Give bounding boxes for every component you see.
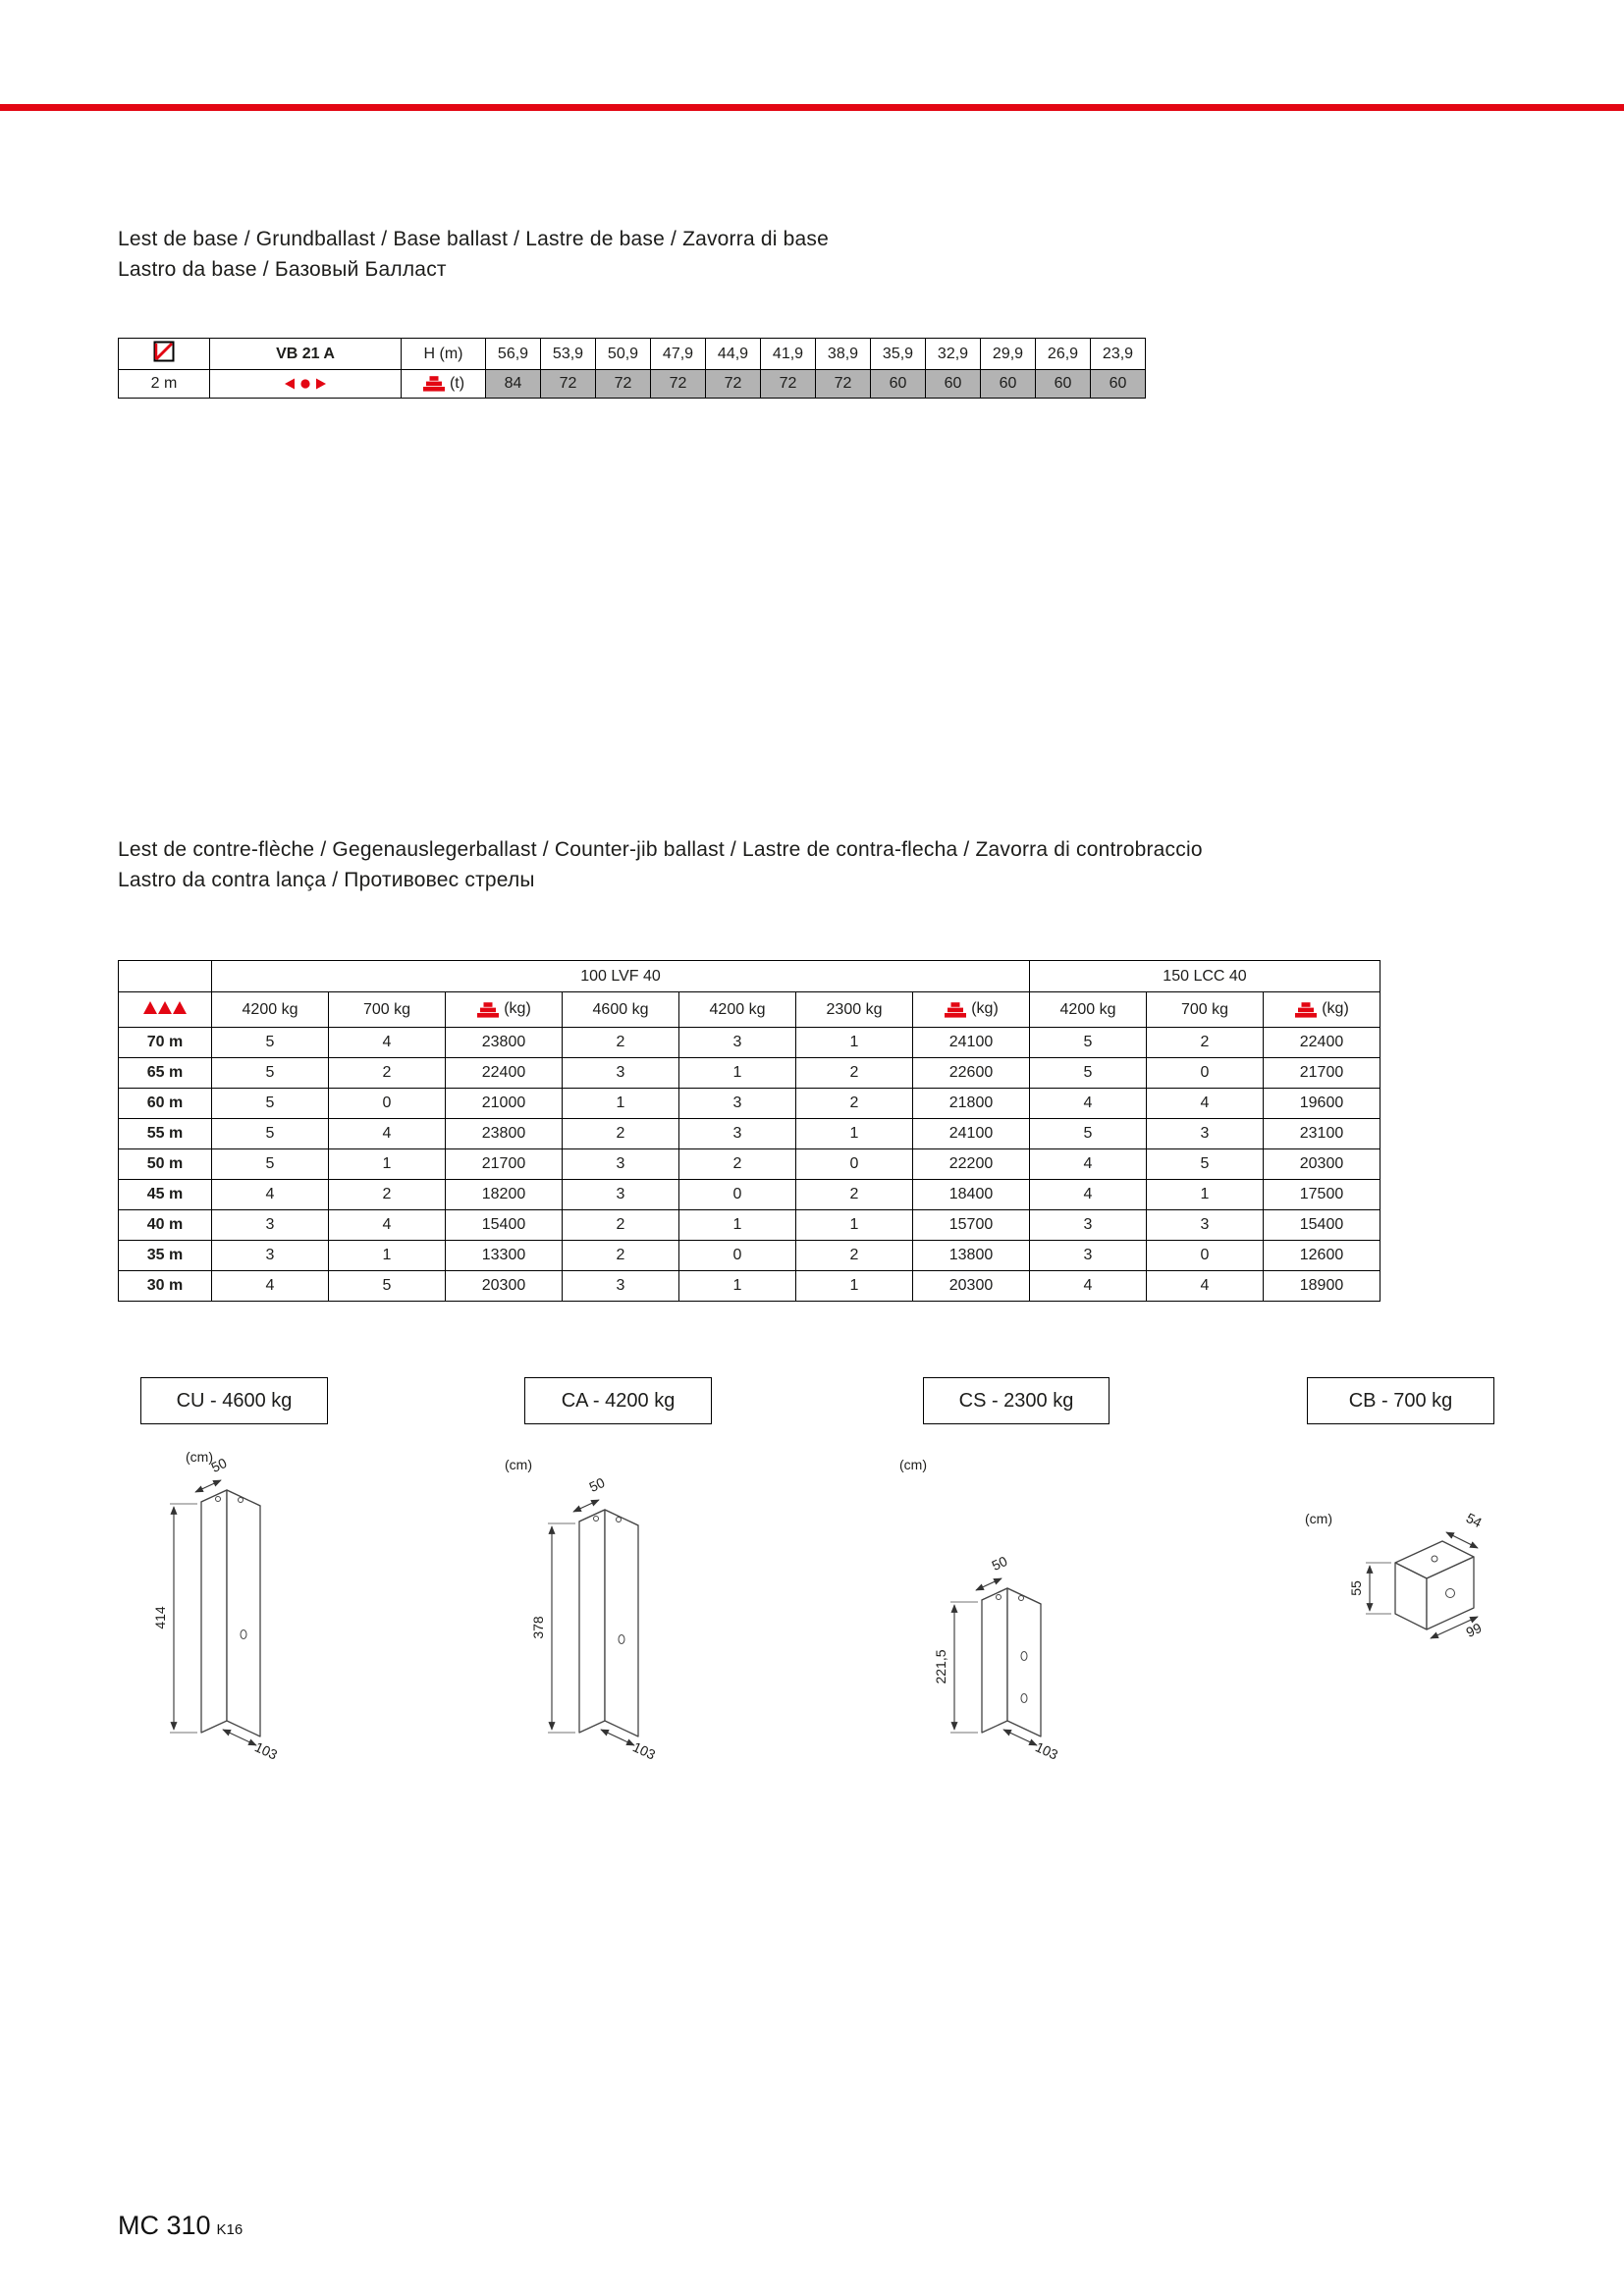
- cu-label-text: CU - 4600 kg: [176, 1389, 293, 1412]
- cell: 3: [1147, 1210, 1264, 1241]
- jib-length-label: 45 m: [119, 1180, 212, 1210]
- cell: 21000: [446, 1089, 563, 1119]
- cell: 1: [796, 1028, 913, 1058]
- table-row: [119, 961, 1380, 992]
- handling-hole: [1446, 1589, 1455, 1598]
- jib-length-label: 60 m: [119, 1089, 212, 1119]
- ballast-block: [1295, 1013, 1317, 1018]
- cell: 12600: [1264, 1241, 1380, 1271]
- cell: 72: [816, 370, 871, 399]
- cm-unit-label: (cm): [186, 1449, 213, 1465]
- cell: 15400: [446, 1210, 563, 1241]
- cell: 1: [796, 1210, 913, 1241]
- ballast-block: [426, 382, 442, 387]
- column-header: 700 kg: [1147, 992, 1264, 1028]
- cu-ballast-diagram: [83, 1428, 378, 1782]
- cb-ballast-label: [1307, 1377, 1494, 1424]
- cell: 3: [1147, 1119, 1264, 1149]
- base-ballast-table: [118, 338, 1146, 399]
- height-dim: 378: [530, 1616, 546, 1639]
- cell: 20300: [1264, 1149, 1380, 1180]
- jib-length-label: 35 m: [119, 1241, 212, 1271]
- column-header-kg: [446, 992, 563, 1028]
- mast-icon-cell: [119, 339, 210, 370]
- cell: 1: [679, 1271, 796, 1302]
- cell: 23,9: [1091, 339, 1146, 370]
- ca-label-text: CA - 4200 kg: [561, 1389, 676, 1412]
- handling-hole: [1021, 1652, 1027, 1661]
- cell: 18400: [913, 1180, 1030, 1210]
- cell: 2: [796, 1180, 913, 1210]
- ballast-block: [1298, 1007, 1314, 1012]
- cell: 0: [679, 1180, 796, 1210]
- handling-hole: [241, 1630, 246, 1639]
- cell: 4: [1030, 1271, 1147, 1302]
- column-header: 4200 kg: [1030, 992, 1147, 1028]
- cell: 15700: [913, 1210, 1030, 1241]
- cell: 3: [212, 1241, 329, 1271]
- height-dim: 221,5: [933, 1649, 948, 1684]
- cell: 17500: [1264, 1180, 1380, 1210]
- cell: 1: [679, 1210, 796, 1241]
- cell: 4: [1147, 1089, 1264, 1119]
- mast-icon: [151, 339, 177, 364]
- height-dim: 55: [1348, 1580, 1364, 1596]
- trolley-icon-cell: [210, 370, 402, 399]
- cell: 5: [212, 1028, 329, 1058]
- left-arrow: [285, 378, 295, 389]
- cell: 1: [796, 1271, 913, 1302]
- column-header: 4200 kg: [679, 992, 796, 1028]
- cell: 19600: [1264, 1089, 1380, 1119]
- cell: 3: [563, 1180, 679, 1210]
- jib-length-label: 30 m: [119, 1271, 212, 1302]
- cell: 3: [679, 1028, 796, 1058]
- cell: 21800: [913, 1089, 1030, 1119]
- cell: 2: [563, 1210, 679, 1241]
- ballast-unit-cell: [402, 370, 486, 399]
- cell: 1: [1147, 1180, 1264, 1210]
- cell: 5: [1147, 1149, 1264, 1180]
- width-dim: 50: [208, 1454, 230, 1476]
- cb-ballast-diagram: [1262, 1433, 1576, 1728]
- cell: 23100: [1264, 1119, 1380, 1149]
- ballast-unit-label: (t): [449, 374, 465, 392]
- cell: 2: [563, 1028, 679, 1058]
- mast-model: VB 21 A: [210, 339, 402, 370]
- page-footer: [118, 2211, 243, 2241]
- cell: 24100: [913, 1119, 1030, 1149]
- slab-side-face: [605, 1510, 638, 1736]
- slab-front-face: [982, 1588, 1007, 1733]
- depth-dim: 99: [1463, 1619, 1485, 1641]
- table-row: [119, 339, 1146, 370]
- width-dim: 50: [586, 1473, 608, 1496]
- handling-hole: [619, 1635, 624, 1644]
- counter-jib-title-line1: Lest de contre-flèche / Gegenauslegerballast / Counter-jib ballast / Lastre de contra-flecha / Zavorra di controbraccio: [118, 838, 1203, 861]
- jib-truss-triangle: [173, 1001, 187, 1014]
- cell: 5: [212, 1058, 329, 1089]
- table-row: [119, 1058, 1380, 1089]
- kg-unit-label: (kg): [971, 1000, 999, 1018]
- cell: 1: [329, 1241, 446, 1271]
- group2-header: 150 LCC 40: [1030, 961, 1380, 992]
- cell: 60: [981, 370, 1036, 399]
- cell: 5: [1030, 1028, 1147, 1058]
- cell: 32,9: [926, 339, 981, 370]
- cell: 5: [212, 1089, 329, 1119]
- counter-jib-ballast-table: [118, 960, 1380, 1302]
- cm-unit-label: (cm): [1305, 1511, 1332, 1526]
- cell: 60: [926, 370, 981, 399]
- cell: 72: [541, 370, 596, 399]
- cell: 60: [1091, 370, 1146, 399]
- cell: 5: [212, 1149, 329, 1180]
- cell: 4: [1030, 1089, 1147, 1119]
- right-arrow: [316, 378, 326, 389]
- cell: 1: [329, 1149, 446, 1180]
- cell: 22400: [1264, 1028, 1380, 1058]
- ballast-block: [1302, 1002, 1311, 1007]
- cm-unit-label: (cm): [505, 1457, 532, 1472]
- jib-length-label: 55 m: [119, 1119, 212, 1149]
- cell: 72: [651, 370, 706, 399]
- cell: 18900: [1264, 1271, 1380, 1302]
- jib-length-label: 50 m: [119, 1149, 212, 1180]
- ballast-block: [480, 1007, 496, 1012]
- column-header: 700 kg: [329, 992, 446, 1028]
- ballast-icon: [944, 1001, 967, 1018]
- slab-side-face: [227, 1490, 260, 1736]
- cell: 72: [596, 370, 651, 399]
- cell: 4: [329, 1210, 446, 1241]
- cell: 3: [563, 1271, 679, 1302]
- trolley-dot: [300, 379, 309, 388]
- cell: 2: [679, 1149, 796, 1180]
- cell: 72: [761, 370, 816, 399]
- cell: 22200: [913, 1149, 1030, 1180]
- cell: 0: [679, 1241, 796, 1271]
- ballast-block: [945, 1013, 966, 1018]
- table-row: [119, 1241, 1380, 1271]
- ballast-block: [947, 1007, 963, 1012]
- slab-front-face: [579, 1510, 605, 1733]
- trolley-icon: [283, 377, 328, 391]
- cell: 1: [796, 1119, 913, 1149]
- cell: 15400: [1264, 1210, 1380, 1241]
- cell: 0: [1147, 1241, 1264, 1271]
- ballast-icon: [422, 375, 446, 392]
- cell: 0: [1147, 1058, 1264, 1089]
- cell: 23800: [446, 1028, 563, 1058]
- group1-header: 100 LVF 40: [212, 961, 1030, 992]
- model-name: MC 310: [118, 2211, 211, 2240]
- cell: 4: [329, 1028, 446, 1058]
- cell: 1: [679, 1058, 796, 1089]
- ballast-block: [951, 1002, 960, 1007]
- dimension-line: [573, 1500, 599, 1512]
- ballast-icon: [476, 1001, 500, 1018]
- lifting-hole: [594, 1517, 599, 1522]
- cell: 56,9: [486, 339, 541, 370]
- lifting-hole: [997, 1595, 1001, 1600]
- depth-dim: 103: [1033, 1738, 1061, 1763]
- ballast-block: [423, 387, 445, 392]
- table-row: [119, 1271, 1380, 1302]
- cell: 3: [679, 1119, 796, 1149]
- base-ballast-title-line1: Lest de base / Grundballast / Base ballast / Lastre de base / Zavorra di base: [118, 228, 829, 250]
- table-row: [119, 992, 1380, 1028]
- cell: 3: [1030, 1241, 1147, 1271]
- cell: 3: [563, 1149, 679, 1180]
- cell: 44,9: [706, 339, 761, 370]
- ballast-icon: [1294, 1001, 1318, 1018]
- dimension-line: [195, 1480, 221, 1492]
- table-row: [119, 1028, 1380, 1058]
- cell: 4: [212, 1180, 329, 1210]
- height-row-label: H (m): [402, 339, 486, 370]
- dimension-line: [976, 1578, 1001, 1590]
- cell: 22400: [446, 1058, 563, 1089]
- cell: 5: [329, 1271, 446, 1302]
- top-red-rule: [0, 104, 1624, 111]
- cell: 2: [1147, 1028, 1264, 1058]
- cell: 3: [1030, 1210, 1147, 1241]
- cell: 60: [1036, 370, 1091, 399]
- width-dim: 50: [989, 1552, 1010, 1575]
- cell: 5: [212, 1119, 329, 1149]
- kg-unit-label: (kg): [504, 1000, 531, 1018]
- lifting-hole: [617, 1518, 622, 1522]
- lifting-hole: [239, 1498, 244, 1503]
- cb-label-text: CB - 700 kg: [1348, 1389, 1453, 1412]
- cell: 2: [563, 1241, 679, 1271]
- height-dim: 414: [152, 1606, 168, 1629]
- cell: 3: [212, 1210, 329, 1241]
- cell: 20300: [913, 1271, 1030, 1302]
- cell: 18200: [446, 1180, 563, 1210]
- jib-truss-triangle: [158, 1001, 172, 1014]
- kg-unit-label: (kg): [1322, 1000, 1349, 1018]
- column-header: 4200 kg: [212, 992, 329, 1028]
- cell: 4: [329, 1119, 446, 1149]
- cs-ballast-diagram: [864, 1428, 1159, 1782]
- cell: 72: [706, 370, 761, 399]
- table-row: [119, 370, 1146, 399]
- lifting-hole: [216, 1497, 221, 1502]
- cell: 0: [796, 1149, 913, 1180]
- cell: 2: [563, 1119, 679, 1149]
- cell: 2: [796, 1058, 913, 1089]
- cell: 0: [329, 1089, 446, 1119]
- cell: 2: [329, 1058, 446, 1089]
- mast-brace: [156, 344, 172, 359]
- column-header: 2300 kg: [796, 992, 913, 1028]
- jib-length-label: 40 m: [119, 1210, 212, 1241]
- column-header-kg: [913, 992, 1030, 1028]
- jib-icon: [141, 999, 189, 1015]
- cell: 5: [1030, 1119, 1147, 1149]
- cell: 13300: [446, 1241, 563, 1271]
- cell: 41,9: [761, 339, 816, 370]
- cell: 21700: [1264, 1058, 1380, 1089]
- table-row: [119, 1149, 1380, 1180]
- cell: 4: [1030, 1149, 1147, 1180]
- cell: 3: [679, 1089, 796, 1119]
- column-header: 4600 kg: [563, 992, 679, 1028]
- cs-label-text: CS - 2300 kg: [958, 1389, 1074, 1412]
- cell: 38,9: [816, 339, 871, 370]
- cell: 23800: [446, 1119, 563, 1149]
- base-ballast-title-line2: Lastro da base / Базовый Балласт: [118, 258, 447, 281]
- cell: 3: [563, 1058, 679, 1089]
- base-ballast-title: [118, 224, 829, 285]
- cell: 2: [796, 1089, 913, 1119]
- cell: 4: [1030, 1180, 1147, 1210]
- lifting-hole: [1432, 1556, 1437, 1562]
- counter-jib-title-line2: Lastro da contra lança / Противовес стрелы: [118, 869, 535, 891]
- cell: 20300: [446, 1271, 563, 1302]
- cell: 5: [1030, 1058, 1147, 1089]
- table-row: [119, 1119, 1380, 1149]
- jib-icon-cell: [119, 992, 212, 1028]
- cell: 84: [486, 370, 541, 399]
- slab-side-face: [1007, 1588, 1041, 1736]
- cell: 21700: [446, 1149, 563, 1180]
- cell: 47,9: [651, 339, 706, 370]
- cell: 4: [212, 1271, 329, 1302]
- ballast-block: [429, 377, 438, 382]
- cell: 50,9: [596, 339, 651, 370]
- corner-cell: [119, 961, 212, 992]
- handling-hole: [1021, 1694, 1027, 1703]
- cs-ballast-label: [923, 1377, 1110, 1424]
- cell: 60: [871, 370, 926, 399]
- jib-length-label: 65 m: [119, 1058, 212, 1089]
- revision-code: K16: [216, 2221, 244, 2238]
- cell: 24100: [913, 1028, 1030, 1058]
- cell: 1: [563, 1089, 679, 1119]
- cell: 26,9: [1036, 339, 1091, 370]
- column-header-kg: [1264, 992, 1380, 1028]
- cell: 4: [1147, 1271, 1264, 1302]
- cell: 2: [796, 1241, 913, 1271]
- cell: 2: [329, 1180, 446, 1210]
- cell: 22600: [913, 1058, 1030, 1089]
- depth-dim: 103: [252, 1738, 281, 1763]
- jib-length-label: 70 m: [119, 1028, 212, 1058]
- jib-truss-triangle: [143, 1001, 157, 1014]
- cm-unit-label: (cm): [899, 1457, 927, 1472]
- mast-size: 2 m: [119, 370, 210, 399]
- table-row: [119, 1210, 1380, 1241]
- counter-jib-ballast-title: [118, 834, 1203, 895]
- ca-ballast-diagram: [461, 1428, 756, 1782]
- ca-ballast-label: [524, 1377, 712, 1424]
- table-row: [119, 1180, 1380, 1210]
- ballast-block: [484, 1002, 493, 1007]
- table-row: [119, 1089, 1380, 1119]
- cell: 53,9: [541, 339, 596, 370]
- ballast-block: [477, 1013, 499, 1018]
- cell: 35,9: [871, 339, 926, 370]
- cell: 13800: [913, 1241, 1030, 1271]
- cu-ballast-label: [140, 1377, 328, 1424]
- slab-front-face: [201, 1490, 227, 1733]
- width-dim: 54: [1463, 1509, 1485, 1531]
- cell: 29,9: [981, 339, 1036, 370]
- depth-dim: 103: [630, 1738, 659, 1763]
- lifting-hole: [1019, 1596, 1024, 1601]
